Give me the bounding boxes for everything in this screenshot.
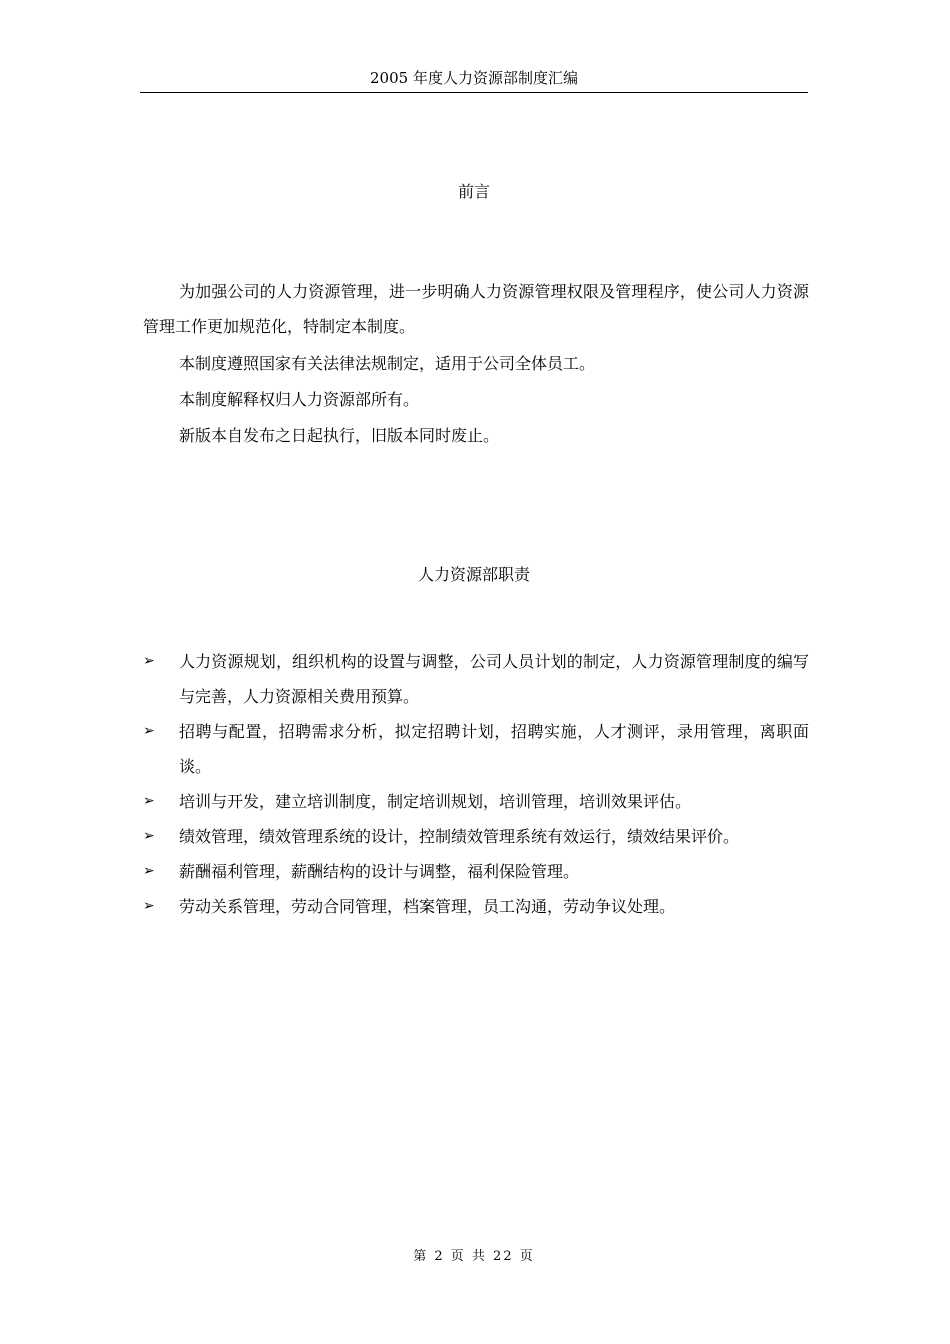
list-item [143,819,809,854]
list-item-text: 人力资源规划，组织机构的设置与调整，公司人员计划的制定，人力资源管理制度的编写与完善，人力资源相关费用预算。 [179,652,809,706]
list-item-text: 薪酬福利管理，薪酬结构的设计与调整，福利保险管理。 [179,862,580,881]
arrow-bullet-icon: ➢ [143,828,155,844]
preface-title: 前言 [457,182,490,201]
arrow-bullet-icon: ➢ [143,723,155,739]
arrow-bullet-icon: ➢ [143,863,155,879]
list-item-text: 培训与开发，建立培训制度，制定培训规划，培训管理，培训效果评估。 [179,792,692,811]
list-item [143,854,809,889]
list-item [143,644,809,714]
header-title: 2005 年度人力资源部制度汇编 [370,69,578,87]
page-number: 第 2 页 共 22 页 [413,1249,535,1264]
list-item-text: 绩效管理，绩效管理系统的设计，控制绩效管理系统有效运行，绩效结果评价。 [179,827,740,846]
arrow-bullet-icon: ➢ [143,793,155,809]
preface-paragraph: 为加强公司的人力资源管理，进一步明确人力资源管理权限及管理程序，使公司人力资源管理工作更加规范化，特制定本制度。 [143,282,809,336]
list-item [143,784,809,819]
preface-paragraph: 新版本自发布之日起执行，旧版本同时废止。 [179,426,500,445]
preface-paragraph: 本制度解释权归人力资源部所有。 [179,390,420,409]
list-item-text: 劳动关系管理，劳动合同管理，档案管理，员工沟通，劳动争议处理。 [179,897,676,916]
arrow-bullet-icon: ➢ [143,898,155,914]
header-rule [140,92,808,93]
duties-title: 人力资源部职责 [417,565,530,584]
list-item-text: 招聘与配置，招聘需求分析，拟定招聘计划，招聘实施，人才测评，录用管理，离职面谈。 [179,722,809,776]
list-item [143,714,809,784]
duties-list [143,644,809,924]
arrow-bullet-icon: ➢ [143,653,155,669]
preface-paragraph: 本制度遵照国家有关法律法规制定，适用于公司全体员工。 [179,354,596,373]
list-item [143,889,809,924]
